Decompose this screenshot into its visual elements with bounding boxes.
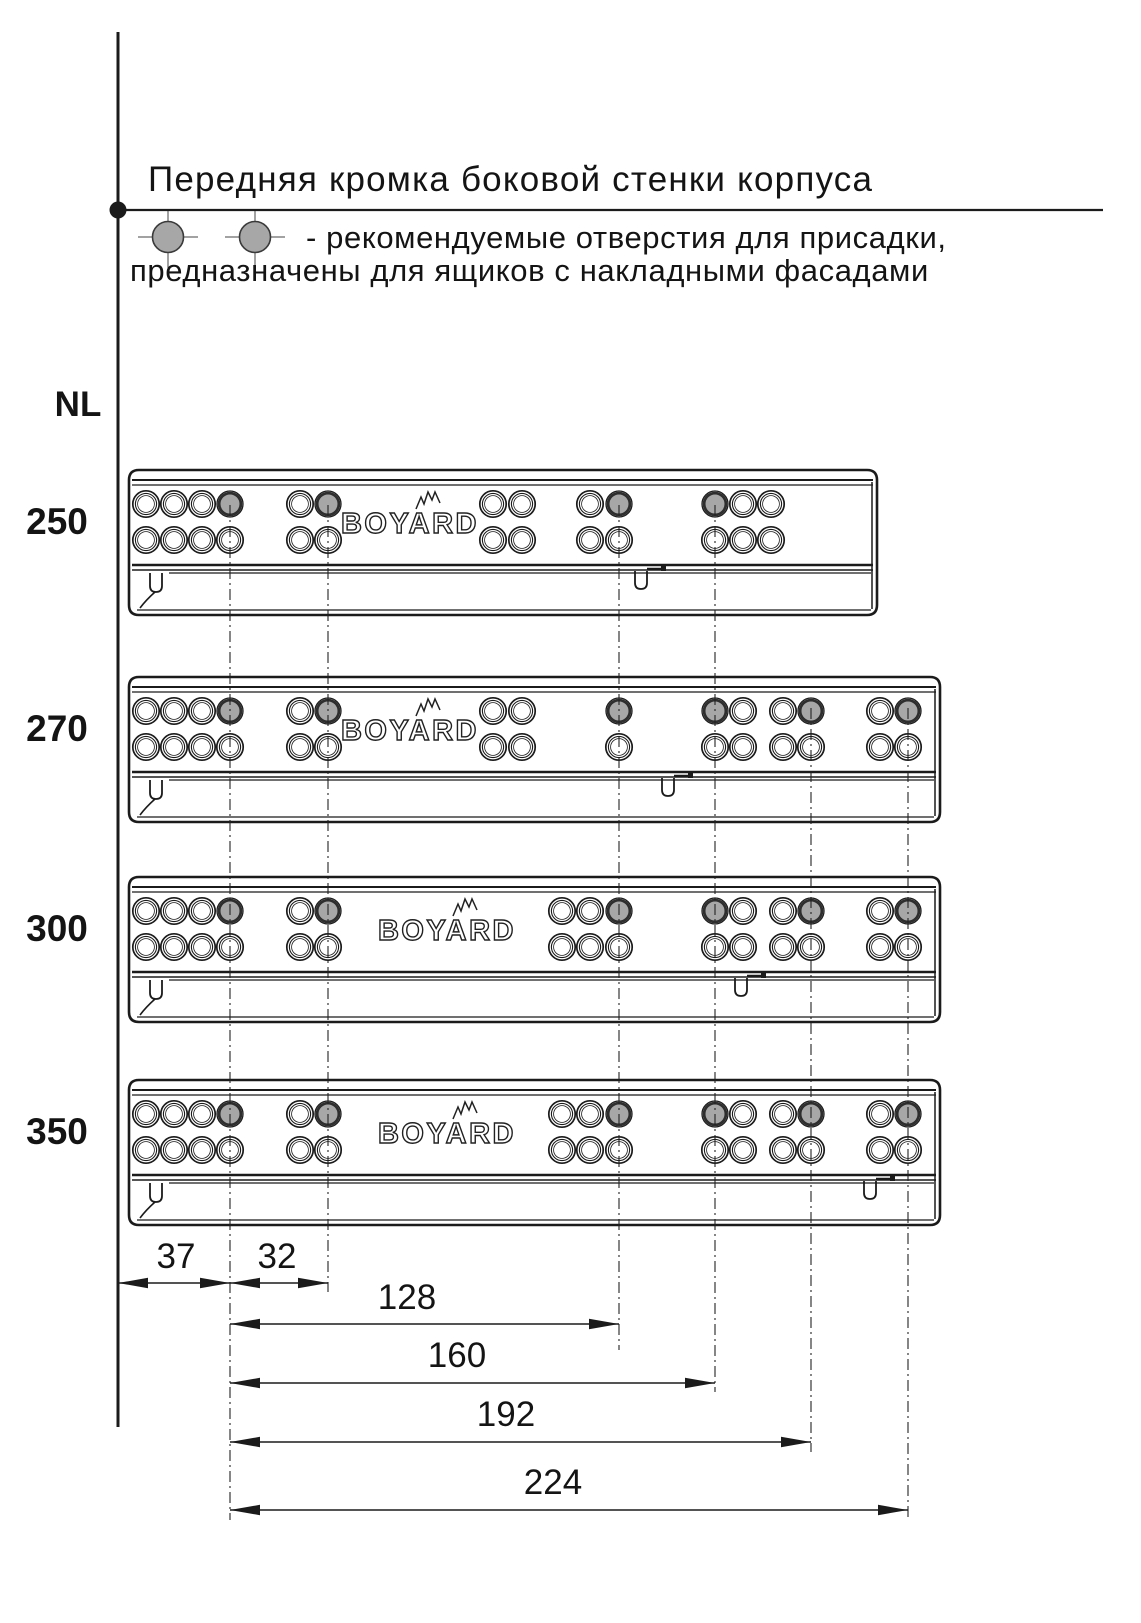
slide-length-label-350: 350 — [26, 1111, 88, 1152]
dimension-128 — [230, 1319, 619, 1329]
legend-text-line1: - рекомендуемые отверстия для присадки, — [306, 220, 947, 255]
drawer-slide-250 — [129, 470, 877, 615]
slide-length-label-300: 300 — [26, 908, 88, 949]
dimension-value-224: 224 — [523, 1463, 583, 1502]
legend-recommended-hole-icon — [240, 222, 271, 253]
dimension-value-37: 37 — [156, 1237, 196, 1276]
dimension-value-192: 192 — [476, 1395, 536, 1434]
dimension-160 — [230, 1378, 715, 1388]
dimension-value-128: 128 — [377, 1278, 437, 1317]
front-edge-dot — [110, 202, 127, 219]
slide-length-label-250: 250 — [26, 501, 88, 542]
legend-recommended-hole-icon — [153, 222, 184, 253]
dimension-32 — [230, 1278, 328, 1288]
dimension-224 — [230, 1505, 908, 1515]
slide-body-outline — [129, 1080, 940, 1225]
drawer-slide-270 — [129, 677, 940, 822]
dimension-192 — [230, 1437, 811, 1447]
slide-body-outline — [129, 877, 940, 1022]
front-edge-title: Передняя кромка боковой стенки корпуса — [148, 160, 874, 199]
dimension-37 — [118, 1278, 230, 1288]
nl-column-header: NL — [54, 385, 102, 424]
legend-text-line2: предназначены для ящиков с накладными фасадами — [130, 253, 929, 288]
drawer-slide-350 — [129, 1080, 940, 1225]
boyard-logo: BOYARD — [340, 715, 480, 747]
dimension-value-32: 32 — [257, 1237, 297, 1276]
boyard-logo: BOYARD — [377, 1118, 517, 1150]
slide-length-label-270: 270 — [26, 708, 88, 749]
boyard-logo: BOYARD — [340, 508, 480, 540]
dimension-value-160: 160 — [427, 1336, 487, 1375]
drawer-slide-300 — [129, 877, 940, 1022]
boyard-logo: BOYARD — [377, 915, 517, 947]
